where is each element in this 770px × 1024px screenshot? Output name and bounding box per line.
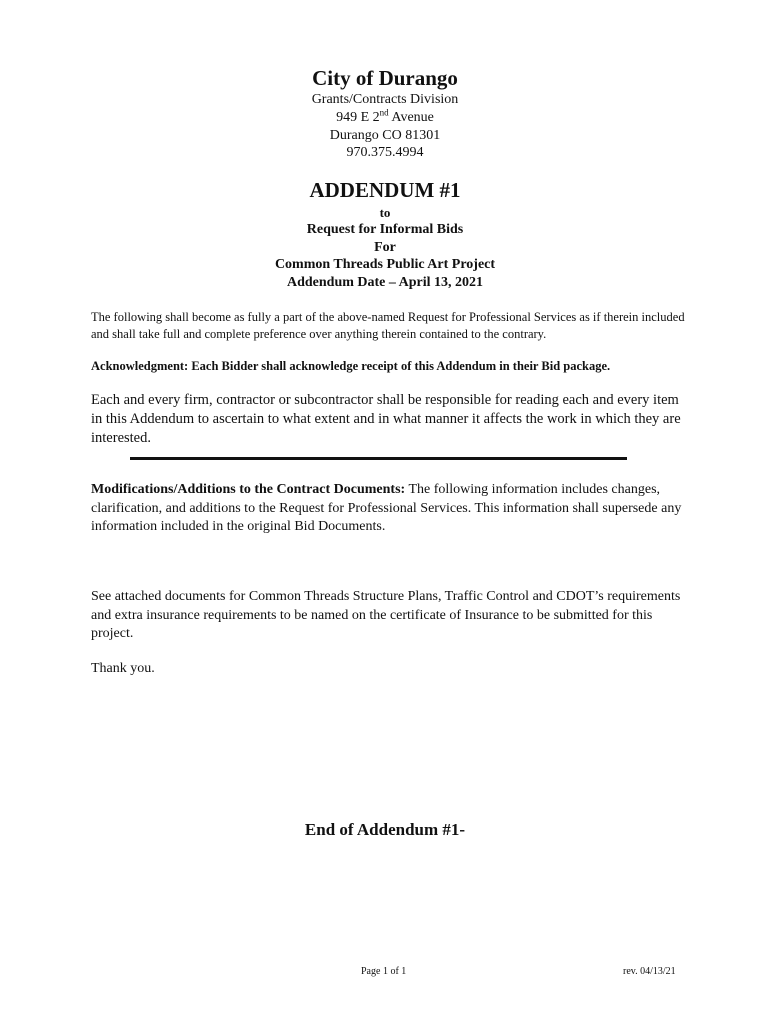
thanks-line: Thank you. — [91, 661, 155, 676]
addendum-title: ADDENDUM #1 — [309, 178, 461, 202]
division-line: Grants/Contracts Division — [311, 92, 459, 107]
address-line — [0, 109, 770, 127]
responsibility-paragraph: Each and every firm, contractor or subcontractor shall be responsible for reading each and every item in this Addendum to ascertain to what extent and in what manner it affects the work in which they are interested. — [91, 392, 681, 446]
acknowledgment-paragraph: Acknowledgment: Each Bidder shall acknowledge receipt of this Addendum in their Bid package. — [91, 359, 611, 373]
address-number: 949 E 2 — [336, 110, 380, 125]
addendum-for: For — [374, 240, 396, 255]
revision-date: rev. 04/13/21 — [623, 966, 676, 977]
addendum-request: Request for Informal Bids — [306, 222, 464, 237]
intro-paragraph: The following shall become as fully a part of the above-named Request for Professional Services as if therein included and shall take full and complete preference over anything therein contained to the contrary. — [91, 310, 685, 341]
org-title: City of Durango — [312, 66, 458, 90]
modifications-label: Modifications/Additions to the Contract Documents: — [91, 482, 406, 497]
city-line: Durango CO 81301 — [329, 128, 441, 143]
addendum-project: Common Threads Public Art Project — [274, 257, 496, 272]
address-street: Avenue — [388, 110, 434, 125]
attached-paragraph: See attached documents for Common Threads Structure Plans, Traffic Control and CDOT’s requirements and extra insurance requirements to be named on the certificate of Insurance to be submitted for this project. — [91, 589, 681, 641]
addendum-to: to — [379, 205, 391, 220]
addendum-date: Addendum Date – April 13, 2021 — [286, 275, 484, 290]
divider-rule — [130, 457, 627, 460]
end-of-addendum: End of Addendum #1- — [304, 820, 466, 839]
modifications-text: The following information includes changes, clarification, and additions to the Request for Professional Services. This information shall supersede any information included in the original Bid Documents. — [91, 482, 682, 534]
page-number: Page 1 of 1 — [361, 966, 407, 977]
modifications-paragraph — [91, 481, 691, 537]
phone-line: 970.375.4994 — [346, 145, 424, 160]
address-ordinal: nd — [379, 107, 389, 118]
